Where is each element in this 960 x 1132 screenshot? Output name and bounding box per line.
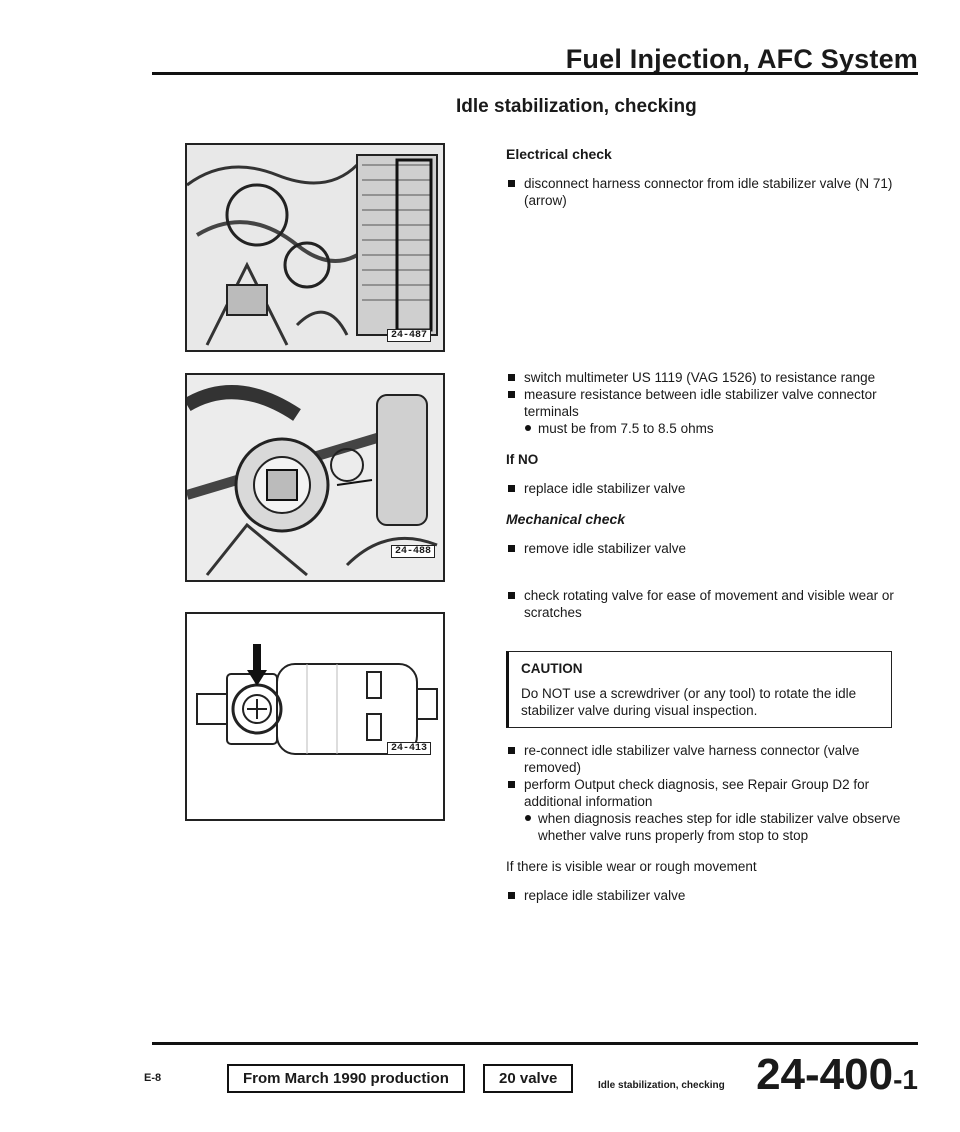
- list-item: remove idle stabilizer valve: [506, 540, 906, 557]
- caution-text: Do NOT use a screwdriver (or any tool) to rotate the idle stabilizer valve during visual inspection.: [521, 686, 857, 718]
- list-item: replace idle stabilizer valve: [506, 887, 906, 904]
- page-header-title: Fuel Injection, AFC System: [565, 44, 918, 74]
- list-item: measure resistance between idle stabilizer valve connector terminals: [506, 386, 906, 420]
- figure-engine-bay: [185, 143, 445, 352]
- footer-rule: [152, 1042, 918, 1045]
- valve-drawing-illustration: [187, 614, 443, 819]
- figure-label: 24-487: [387, 329, 431, 342]
- page-number-main: 24-400: [756, 1050, 894, 1099]
- caution-title: CAUTION: [521, 661, 583, 676]
- page-number: [756, 1050, 918, 1100]
- sub-item: must be from 7.5 to 8.5 ohms: [506, 420, 906, 437]
- mechanical-check-heading: Mechanical check: [506, 511, 626, 527]
- list-item: switch multimeter US 1119 (VAG 1526) to resistance range: [506, 369, 906, 386]
- procedure-content: [506, 146, 906, 904]
- list-item: re-connect idle stabilizer valve harness connector (valve removed): [506, 742, 906, 776]
- if-no-label: If NO: [506, 452, 539, 467]
- figure-valve-drawing: [185, 612, 445, 821]
- figure-label: 24-488: [391, 545, 435, 558]
- footer-subject: Idle stabilization, checking: [598, 1080, 725, 1091]
- caution-box: [506, 651, 892, 728]
- engine-bay-illustration: [187, 145, 443, 350]
- footer-code: E-8: [144, 1072, 162, 1084]
- list-item: disconnect harness connector from idle stabilizer valve (N 71) (arrow): [506, 175, 906, 209]
- valve-badge: 20 valve: [483, 1064, 573, 1093]
- sub-item: when diagnosis reaches step for idle stabilizer valve observe whether valve runs properly from stop to stop: [506, 810, 906, 844]
- figure-valve-closeup: [185, 373, 445, 582]
- header-rule: [152, 72, 918, 75]
- electrical-check-heading: Electrical check: [506, 146, 612, 162]
- list-item: replace idle stabilizer valve: [506, 480, 906, 497]
- list-item: check rotating valve for ease of movement and visible wear or scratches: [506, 587, 906, 621]
- if-visible-wear-label: If there is visible wear or rough movement: [506, 859, 757, 874]
- section-title: Idle stabilization, checking: [456, 96, 697, 117]
- figure-label: 24-413: [387, 742, 431, 755]
- page-number-suffix: -1: [893, 1064, 918, 1095]
- production-badge: From March 1990 production: [227, 1064, 465, 1093]
- list-item: perform Output check diagnosis, see Repair Group D2 for additional information: [506, 776, 906, 810]
